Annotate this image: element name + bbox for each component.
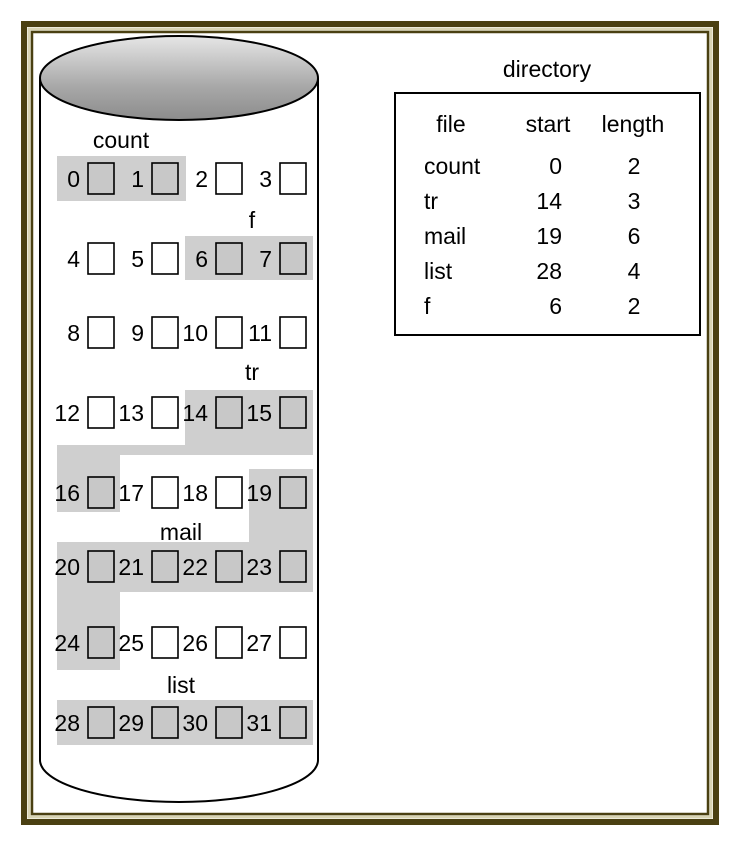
disk-top [40,36,318,120]
block-box [280,163,306,194]
block-number: 10 [182,320,208,346]
block-box [152,163,178,194]
block-box [88,243,114,274]
directory-cell-start: 19 [536,223,562,249]
block-box [88,707,114,738]
disk-label-count: count [92,127,150,153]
block-number: 30 [182,710,208,736]
block-box [152,627,178,658]
block-number: 5 [131,246,144,272]
directory-cell-length: 4 [627,258,641,284]
block-number: 18 [182,480,208,506]
disk-block-5 [131,243,178,274]
block-number: 24 [54,630,80,656]
block-box [152,317,178,348]
block-number: 25 [118,630,144,656]
block-number: 14 [182,400,208,426]
block-number: 13 [118,400,144,426]
directory-panel [395,56,700,335]
block-number: 22 [182,554,208,580]
block-number: 9 [131,320,144,346]
block-number: 15 [246,400,272,426]
block-box [216,397,242,428]
disk-block-2 [195,163,242,194]
block-number: 4 [67,246,80,272]
block-box [216,317,242,348]
directory-cell-file: tr [424,188,439,214]
block-number: 21 [118,554,144,580]
block-box [152,397,178,428]
block-box [88,551,114,582]
block-number: 28 [54,710,80,736]
block-box [152,707,178,738]
disk-label-list: list [166,672,196,698]
block-number: 2 [195,166,208,192]
block-number: 11 [248,320,272,346]
directory-cell-start: 0 [549,153,562,179]
block-number: 31 [246,710,272,736]
block-number: 0 [67,166,80,192]
block-box [216,551,242,582]
directory-cell-start: 14 [536,188,562,214]
disk-label-f: f [248,207,256,233]
block-box [280,477,306,508]
directory-cell-length: 2 [627,153,641,179]
disk-block-4 [67,243,114,274]
block-box [88,477,114,508]
directory-cell-file: list [424,258,453,284]
disk-block-9 [131,317,178,348]
block-number: 19 [246,480,272,506]
disk-label-mail: mail [159,519,203,545]
block-box [280,551,306,582]
block-box [88,627,114,658]
directory-cell-file: mail [424,223,467,249]
directory-cell-file: f [424,293,431,319]
block-box [152,243,178,274]
block-box [88,163,114,194]
block-box [152,551,178,582]
block-number: 12 [54,400,80,426]
block-number: 1 [131,166,144,192]
block-box [280,317,306,348]
disk-block-8 [67,317,114,348]
block-box [152,477,178,508]
disk-block-1 [131,163,178,194]
block-box [280,397,306,428]
disk-block-0 [67,163,114,194]
block-number: 23 [246,554,272,580]
directory-cell-length: 6 [627,223,641,249]
block-number: 27 [246,630,272,656]
directory-header-length: length [601,111,665,137]
directory-title: directory [502,56,592,82]
block-number: 29 [118,710,144,736]
block-box [280,243,306,274]
block-number: 20 [54,554,80,580]
block-box [88,397,114,428]
directory-header-start: start [525,111,571,137]
directory-cell-length: 3 [627,188,641,214]
block-number: 17 [118,480,144,506]
disk-label-tr: tr [244,359,260,385]
disk-block-7 [259,243,306,274]
block-box [216,243,242,274]
block-number: 16 [54,480,80,506]
block-box [280,707,306,738]
block-box [216,627,242,658]
block-box [216,477,242,508]
block-box [88,317,114,348]
block-number: 3 [259,166,272,192]
block-number: 26 [182,630,208,656]
block-box [216,163,242,194]
directory-header-file: file [436,111,466,137]
directory-cell-file: count [424,153,481,179]
block-number: 8 [67,320,80,346]
directory-cell-start: 28 [536,258,562,284]
block-number: 6 [195,246,208,272]
block-number: 7 [259,246,272,272]
disk-block-6 [195,243,242,274]
directory-cell-start: 6 [549,293,562,319]
block-box [280,627,306,658]
disk-block-3 [259,163,306,194]
block-box [216,707,242,738]
directory-cell-length: 2 [627,293,641,319]
